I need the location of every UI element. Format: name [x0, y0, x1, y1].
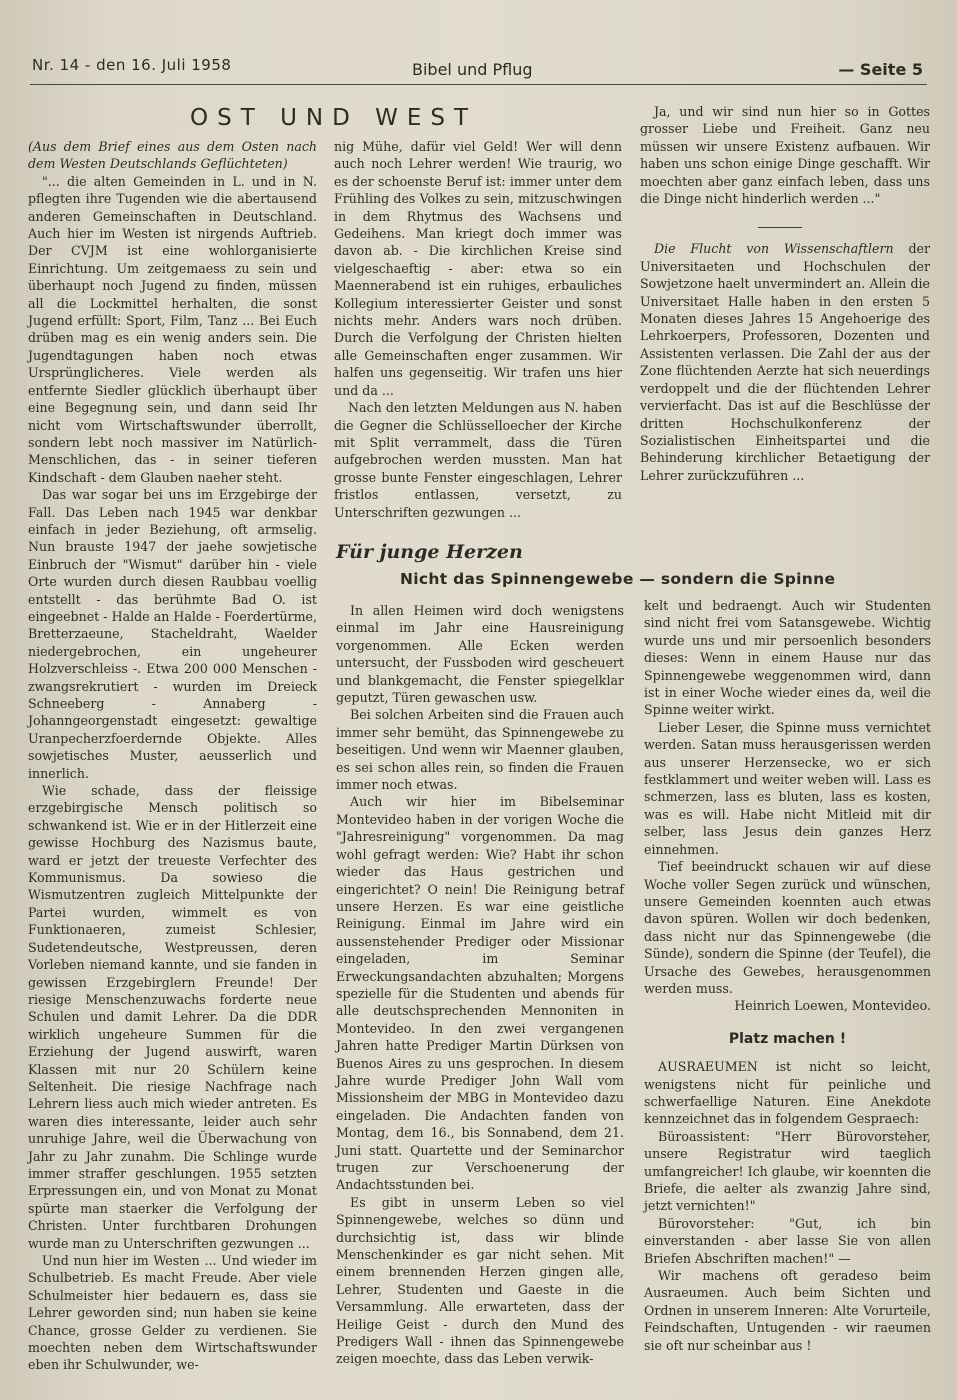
paragraph: Wie schade, dass der fleissige erzgebirgische Mensch politisch so schwankend ist. Wie er in der Hitlerzeit eine gewisse Hochburg des Nazismus baute, ward er jetzt der treueste Verfechter des Kommunismus. Da sowieso die Wismutzentren zugleich Mittelpunkte der Partei wurden, wimmelt es von Funktionaeren, zumeist Schlesier, Sudetendeutsche, Westpreussen, deren Vorleben niemand kannte, und sie fanden in gewissen Erzgebirglern Freunde! Der riesige Menschenzuwachs forderte neue Schulen und damit Lehrer. Da die DDR wirklich ungeheure Summen für die Erziehung der Jugend auswirft, waren Klassen mit nur 20 Schülern keine Seltenheit. Die riesige Nachfrage nach Lehrern liess auch mich wieder antreten. Es waren dies interessante, leider auch sehr unruhige Jahre, weil die Überwachung von Jahr zu Jahr zunahm. Die Schlinge wurde immer straffer geschlungen. 1955 setzten Erpressungen ein, und von Monat zu Monat spürte man staerker die Verfolgung der Christen. Unter furchtbaren Drohungen wurde man zu Unterschriften gezwungen ...	[28, 783, 317, 1251]
flucht-text: der Universitaeten und Hochschulen der Sowjetzone haelt unvermindert an. Allein die Universitaet Halle haben in den ersten 5 Monaten dieses Jahres 15 Angehoerige des Lehrkoerpers, Professoren, Dozenten und Assistenten verlassen. Die Zahl der aus der Zone flüchtenden Aerzte hat sich neuerdings verdoppelt und die der flüchtenden Lehrer vervierfacht. Das ist auf die Beschlüsse der dritten Hochschulkonferenz der Sozialistischen Einheitspartei und die Behinderung kirchlicher Betaetigung der Lehrer zurückzuführen ...	[640, 241, 930, 483]
paragraph: kelt und bedraengt. Auch wir Studenten sind nicht frei vom Satansgewebe. Wichtig wurde uns und mir persoenlich besonders dieses: Wenn in einem Hause nur das Spinnengewebe weggenommen wird, dann ist in einer Woche wieder eines da, weil die Spinne weiter wirkt.	[644, 598, 931, 718]
paragraph: Bürovorsteher: "Gut, ich bin einverstanden - aber lasse Sie von allen Briefen Abschriften machen!" —	[644, 1215, 931, 1266]
article-title-ost-west: OST UND WEST	[190, 105, 478, 131]
author-signature: Heinrich Loewen, Montevideo.	[734, 998, 931, 1014]
paragraph: Tief beeindruckt schauen wir auf diese Woche voller Segen zurück und wünschen, unsere Gemeinden koennten auch etwas davon spüren. Wollen wir doch bedenken, dass nicht nur das Spinnengewebe (die Sünde), sondern die Spinne (der Teufel), die Ursache des Gewebes, herausgenommen werden muss.	[644, 859, 931, 996]
article-title-platz: Platz machen !	[728, 1030, 847, 1047]
paragraph: Nach den letzten Meldungen aus N. haben die Gegner die Schlüsselloecher der Kirche mit Split verrammelt, dass die Türen aufgebrochen werden mussten. Man hat grosse bunte Fenster eingeschlagen, Lehrer fristlos entlassen, versetzt, zu Unterschriften gezwungen ...	[334, 400, 622, 520]
divider	[758, 227, 802, 228]
paragraph: In allen Heimen wird doch wenigstens einmal im Jahr eine Hausreinigung vorgenommen. Alle Ecken werden untersucht, der Fussboden wird gescheuert und blankgemacht, die Fenster spiegelklar geputzt, Türen gewaschen usw.	[336, 603, 624, 706]
paragraph: Es gibt in unserm Leben so viel Spinnengewebe, welches so dünn und durchsichtig ist, dass wir blinde Menschenkinder es gar nicht sehen. Mit einem brennenden Herzen gingen alle, Lehrer, Studenten und Gaeste in die Versammlung. Alle erwarteten, dass der Heilige Geist - durch den Mund des Predigers Wall - ihnen das Spinnengewebe zeigen moechte, dass das Leben verwik-	[336, 1194, 624, 1367]
flucht-lead: Die Flucht von Wissenschaftlern	[654, 241, 894, 257]
paragraph: Bei solchen Arbeiten sind die Frauen auch immer sehr bemüht, das Spinnengewebe zu beseitigen. Und wenn wir Maenner glauben, es sei schon alles rein, so finden die Frauen immer noch etwas.	[336, 707, 624, 793]
paragraph: nig Mühe, dafür viel Geld! Wer will denn auch noch Lehrer werden! Wie traurig, wo es der schoenste Beruf ist: immer unter dem Frühling des Volkes zu sein, mitzuschwingen in dem Rhytmus des Wachsens und Gedeihens. Man kriegt doch immer was davon ab. - Die kirchlichen Kreise sind vielgeschaeftig - aber: etwa so ein Maennerabend ist ein ruhiges, erbauliches Kollegium interessierter Geister und sonst nichts mehr. Anders wars noch drüben. Durch die Verfolgung der Christen hielten alle Gemeinschaften enger zusammen. Wir halfen uns gegenseitig. Wir trafen uns hier und da ...	[334, 139, 622, 398]
paragraph: Wir machens oft geradeso beim Ausraeumen. Auch beim Sichten und Ordnen in unserem Inneren: Alte Vorurteile, Feindschaften, Untugenden - wir raeumen sie oft nur scheinbar aus !	[644, 1268, 931, 1353]
flucht-paragraph	[640, 240, 930, 484]
page-number: — Seite 5	[838, 60, 923, 79]
article-intro: (Aus dem Brief eines aus dem Osten nach dem Westen Deutschlands Geflüchteten)	[28, 139, 317, 172]
page-header	[30, 54, 927, 85]
paragraph: Auch wir hier im Bibelseminar Montevideo haben in der vorigen Woche die "Jahresreinigung" vorgenommen. Da mag wohl gefragt werden: Wie? Habt ihr schon wieder das Haus gestrichen und eingerichtet? O nein! Die Reinigung betraf unsere Herzen. Es war eine geistliche Reinigung. Einmal im Jahre wird ein aussenstehender Prediger oder Missionar eingeladen, im Seminar Erweckungsandachten abzuhalten; Morgens spezielle für die Studenten und abends für alle deutschsprechenden Mennoniten in Montevideo. In den zwei vergangenen Jahren hatte Prediger Martin Dürksen von Buenos Aires zu uns gesprochen. In diesem Jahre wurde Prediger John Wall vom Missionsheim der MBG in Montevideo dazu eingeladen. Die Andachten fanden von Montag, dem 16., bis Sonnabend, dem 21. Juni statt. Quartette und der Seminarchor trugen zur Verschoenerung der Andachtsstunden bei.	[336, 794, 624, 1193]
column-1	[28, 138, 317, 1374]
paragraph: Und nun hier im Westen ... Und wieder im Schulbetrieb. Es macht Freude. Aber viele Schulmeister hier bedauern es, dass sie Lehrer geworden sind; nun haben sie keine Chance, grosse Gelder zu verdienen. Sie moechten neben dem Wirtschaftswunder eben ihr Schulwunder, we-	[28, 1253, 317, 1373]
article-title-spinne: Nicht das Spinnengewebe — sondern die Spinne	[400, 570, 836, 588]
column-3	[640, 103, 930, 484]
paragraph: Das war sogar bei uns im Erzgebirge der Fall. Das Leben nach 1945 war denkbar einfach in jeder Beziehung, oft armselig. Nun brauste 1947 der jaehe sowjetische Einbruch der "Wismut" darüber hin - viele Orte wurden durch diesen Raubbau voellig entstellt - das berühmte Bad O. ist eingeebnet - Halde an Halde - Foerdertürme, Bretterzaeune, Stacheldraht, Waelder niedergebrochen, ein ungeheurer Holzverschleiss -. Etwa 200 000 Menschen - zwangsrekrutiert - wurden im Dreieck Schneeberg - Annaberg - Johanngeorgenstadt eingesetzt: gewaltige Uranpecherzfoerdernde Objekte. Alles sowjetisches Muster, aeusserlich und innerlich.	[28, 487, 317, 781]
paragraph: Lieber Leser, die Spinne muss vernichtet werden. Satan muss herausgerissen werden aus unserer Herzensecke, wo er sich festklammert und weiter weben will. Lass es schmerzen, lass es bluten, lass es kosten, was es will. Habe nicht Mitleid mit dir selber, lass Jesus dein ganzes Herz einnehmen.	[644, 719, 931, 857]
column-5	[644, 597, 931, 1354]
section-heading: Für junge Herzen	[336, 541, 523, 563]
column-4	[336, 602, 624, 1368]
issue-date: Nr. 14 - den 16. Juli 1958	[32, 56, 232, 74]
paragraph: "... die alten Gemeinden in L. und in N. pflegten ihre Tugenden wie die abertausend anderen Gemeinschaften in Deutschland. Auch hier im Westen ist nirgends Auftrieb. Der CVJM ist eine wohlorganisierte Einrichtung. Um zeitgemaess zu sein und überhaupt noch Jugend zu finden, müssen all die Lockmittel herhalten, die sonst Jugend erfüllt: Sport, Film, Tanz ... Bei Euch drüben mag es ein wenig anders sein. Die Jugendtagungen haben noch etwas Ursprünglicheres. Viele werden als entfernte Siedler glücklich überhaupt über eine Begegnung sein, und dann seid Ihr nicht vom Wirtschaftswunder überrollt, sondern lebt noch massiver im Natürlich-Menschlichen, das - in seiner tieferen Kindschaft - dem Glauben naeher steht.	[28, 173, 317, 485]
paragraph: Büroassistent: "Herr Bürovorsteher, unsere Registratur wird taeglich umfangreicher! Ich glaube, wir koennten die Briefe, die aelter als zwanzig Jahre sind, jetzt vernichten!"	[644, 1128, 931, 1214]
paper-name: Bibel und Pflug	[412, 60, 533, 79]
paragraph: AUSRAEUMEN ist nicht so leicht, wenigstens nicht für peinliche und schwerfaellige Naturen. Eine Anekdote kennzeichnet das in folgendem Gespraech:	[644, 1059, 931, 1127]
paragraph: Ja, und wir sind nun hier so in Gottes grosser Liebe und Freiheit. Ganz neu müssen wir unsere Existenz aufbauen. Wir haben uns schon einige Dinge geschafft. Wir moechten aber ganz einfach leben, dass uns die Dinge nicht hinderlich werden ..."	[640, 104, 930, 207]
column-2	[334, 138, 622, 521]
